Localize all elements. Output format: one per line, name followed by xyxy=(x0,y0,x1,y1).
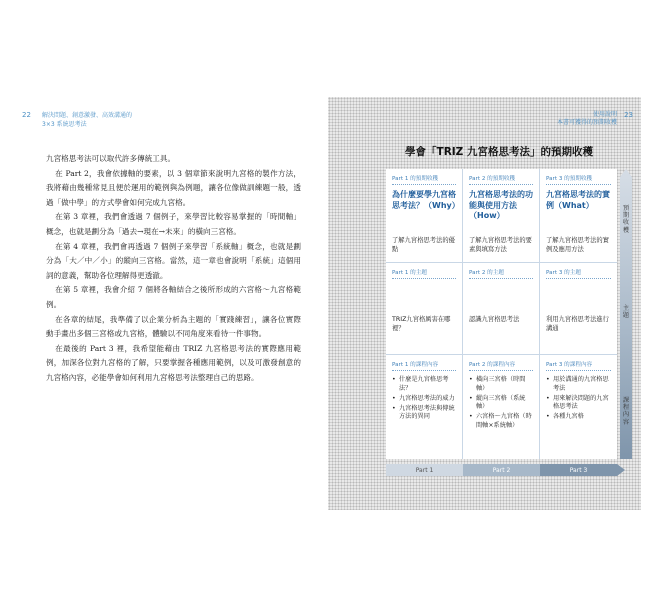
paragraph: 在 Part 2，我會依據軸的要素，以 3 個章節來說明九宮格的製作方法，我將藉由幾種常見且便於運用的範例與為例題，讓各位像做訓練題一般，透過「做中學」的方式學會如何完成九宮格。 xyxy=(46,168,301,207)
paragraph: 在第 3 章裡，我們會透過 7 個例子，來學習比較容易掌握的「時間軸」概念，也就是劃分為「過去→現在→未來」的橫向三宮格。 xyxy=(46,212,301,236)
left-page-number: 22 xyxy=(22,111,31,119)
arrow-right-icon xyxy=(617,464,625,476)
paragraph: 在第 5 章裡，我會介紹 7 個將各軸結合之後所形成的六宮格～九宮格範例。 xyxy=(46,285,301,309)
list-item: • 九宮格思考法的威力 xyxy=(392,395,456,404)
course-list xyxy=(546,376,611,422)
cell-label: Part 2 的預期收穫 xyxy=(469,174,533,185)
right-page-number: 23 xyxy=(624,111,633,119)
axis-label-part-3: Part 3 xyxy=(540,464,617,476)
arrow-up-icon xyxy=(620,169,632,177)
cell-title: 九宮格思考法的功能與使用方法（How） xyxy=(469,190,533,220)
cell-label: Part 1 的課程內容 xyxy=(392,360,456,371)
right-running-header xyxy=(557,111,631,127)
list-item: • 用於溝通的九宮格思考法 xyxy=(546,376,611,393)
course-list xyxy=(392,376,456,422)
axis-label-part-1: Part 1 xyxy=(386,464,463,476)
grid-cell-r1-c3 xyxy=(540,169,617,263)
grid-cell-r1-c2 xyxy=(463,169,540,263)
list-item: • 用來解決問題的九宮格思考法 xyxy=(546,395,611,412)
axis-label-part-2: Part 2 xyxy=(463,464,540,476)
axis-label-course-content: 課程內容 xyxy=(622,397,630,426)
cell-label: Part 1 的主題 xyxy=(392,268,456,279)
list-item: • 什麼是九宮格思考法？ xyxy=(392,376,456,393)
cell-label: Part 1 的預期收穫 xyxy=(392,174,456,185)
paragraph: 在第 4 章裡，我們會再透過 7 個例子來學習「系統軸」概念，也就是劃分為「大／中／小」的縱向三宮格。當然，這一章也會說明「系統」這個用詞的意義，幫助各位理解得更透澈。 xyxy=(46,241,301,280)
list-item: • 橫向三宮格（時間軸） xyxy=(469,376,533,393)
cell-label: Part 3 的預期收穫 xyxy=(546,174,611,185)
right-running-head-line2: 本書可獲得的預期收穫 xyxy=(556,119,617,126)
figure-title: 學會「TRIZ 九宮格思考法」的預期收穫 xyxy=(405,146,593,158)
left-page xyxy=(14,108,314,578)
cell-description: 了解九宮格思考法的優點 xyxy=(392,237,455,253)
paragraph: 九宮格思考法可以取代許多傳統工具。 xyxy=(46,154,176,163)
paragraph: 在各章的結尾，我準備了以企業分析為主題的「實踐練習」，讓各位實際動手畫出多個三宮格或九宮格，體驗以不同角度來看待一件事物。 xyxy=(46,314,301,339)
right-running-head-line1: 使用說明 xyxy=(592,111,617,118)
cell-description: TRIZ九宮格厲害在哪裡？ xyxy=(392,316,451,332)
left-running-head-line2: 3×3 系統思考法 xyxy=(42,121,87,128)
left-body-text xyxy=(46,152,301,386)
cell-description: 利用九宮格思考法進行溝通 xyxy=(546,316,609,332)
nine-grid-table xyxy=(386,169,617,459)
grid-cell-r2-c3 xyxy=(540,263,617,355)
list-item: • 各種九宮格 xyxy=(546,413,611,422)
cell-title: 為什麼要學九宮格思考法？（Why） xyxy=(392,190,460,210)
grid-cell-r2-c1 xyxy=(386,263,463,355)
cell-label: Part 3 的主題 xyxy=(546,268,611,279)
cell-title: 九宮格思考法的實例（What） xyxy=(546,190,610,210)
cell-description: 認識九宮格思考法 xyxy=(469,316,520,323)
axis-label-topic: 主題 xyxy=(622,305,630,320)
paragraph: 在最後的 Part 3 裡，我希望能藉由 TRIZ 九宮格思考法的實際應用範例，加深各位對九宮格的了解，只要掌握各種應用範例，以及可激發創意的九宮格內容，必能學會如何利用九宮格思考法整理自己的思路。 xyxy=(46,343,301,382)
axis-label-expected-gains: 預期收穫 xyxy=(622,205,630,234)
right-page xyxy=(328,97,641,510)
grid-cell-r2-c2 xyxy=(463,263,540,355)
cell-description: 了解九宮格思考法的實例及應用方法 xyxy=(546,237,609,253)
left-running-head-line1: 解決問題、創意激發、高效溝通的 xyxy=(42,112,133,119)
grid-cell-r3-c1 xyxy=(386,355,463,459)
list-item: • 六宮格～九宮格（時間軸×系統軸） xyxy=(469,413,533,430)
cell-label: Part 3 的課程內容 xyxy=(546,360,611,371)
part-axis-arrow xyxy=(386,464,617,476)
cell-description: 了解九宮格思考法的要素與填寫方法 xyxy=(469,237,532,253)
cell-label: Part 2 的課程內容 xyxy=(469,360,533,371)
list-item: • 九宮格思考法與傳統方法的異同 xyxy=(392,405,456,422)
grid-cell-r1-c1 xyxy=(386,169,463,263)
grid-cell-r3-c2 xyxy=(463,355,540,459)
grid-cell-r3-c3 xyxy=(540,355,617,459)
cell-label: Part 2 的主題 xyxy=(469,268,533,279)
course-list xyxy=(469,376,533,431)
list-item: • 縱向三宮格（系統軸） xyxy=(469,395,533,412)
